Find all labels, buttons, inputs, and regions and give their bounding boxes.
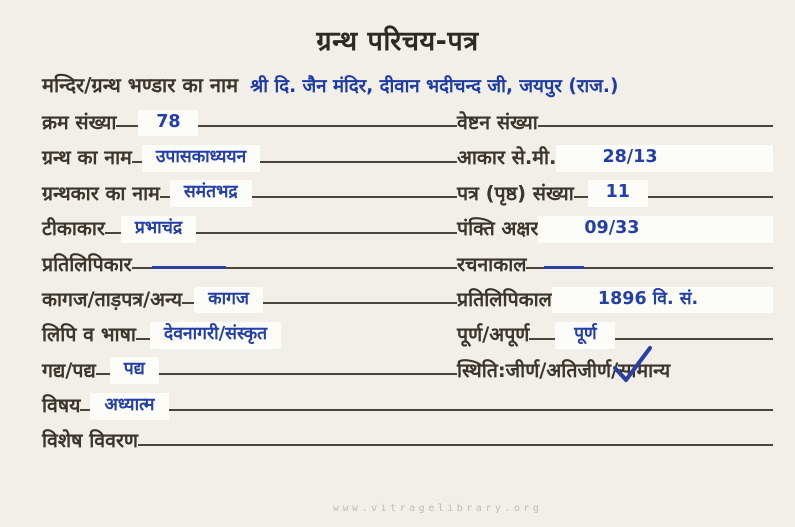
ruled-line [138, 444, 773, 446]
completeness-label: पूर्ण/अपूर्ण [457, 323, 530, 347]
pages-label: पत्र (पृष्ठ) संख्या [457, 181, 574, 205]
ruled-line [574, 196, 588, 198]
form-row-serial-bundle [42, 101, 773, 136]
script-language-label: लिपि व भाषा [42, 323, 136, 347]
author-value: समंतभद्र [170, 180, 252, 207]
form-fields [42, 101, 773, 455]
prose-verse-label: गद्य/पद्य [42, 358, 96, 382]
copy-date-label: प्रतिलिपिकाल [457, 287, 552, 311]
ruled-line [116, 125, 138, 127]
ruled-line [182, 302, 194, 304]
form-row-material-copydate [42, 278, 773, 313]
form-row-subject [42, 384, 773, 419]
ruled-line [136, 338, 150, 340]
blue-dash-mark [544, 266, 584, 269]
granth-name-label: ग्रन्थ का नाम [42, 146, 132, 170]
ruled-line [198, 125, 457, 127]
ruled-line [80, 409, 90, 411]
ruled-line [260, 161, 457, 163]
temple-name-label: मन्दिर/ग्रन्थ भण्डार का नाम [42, 73, 239, 97]
script-language-value: देवनागरी/संस्कृत [150, 322, 281, 349]
form-row-commentator-lines [42, 207, 773, 242]
serial-label: क्रम संख्या [42, 110, 117, 134]
card-content [0, 71, 795, 455]
size-label: आकार से.मी. [457, 146, 557, 170]
ruled-line [132, 161, 142, 163]
size-value: 28/13 [556, 145, 773, 172]
ruled-line [529, 338, 555, 340]
completeness-value: पूर्ण [555, 322, 615, 349]
ruled-line [538, 125, 773, 127]
special-details-label: विशेष विवरण [42, 429, 139, 453]
form-title: ग्रन्थ परिचय-पत्र [316, 26, 479, 57]
temple-name-value: श्री दि. जैन मंदिर, दीवान भदीचन्द जी, जयपुर (राज.) [250, 76, 619, 97]
form-row-copyist-composition [42, 243, 773, 278]
ruled-line [648, 196, 773, 198]
ruled-line [252, 196, 457, 198]
copy-date-value: 1896 वि. सं. [552, 287, 773, 314]
form-row-special-details [42, 420, 773, 455]
bundle-label: वेष्टन संख्या [457, 110, 538, 134]
pages-value: 11 [588, 180, 648, 207]
commentator-label: टीकाकार [42, 217, 105, 241]
serial-value: 78 [138, 110, 198, 137]
ruled-line [526, 267, 773, 269]
checkmark-icon [608, 344, 654, 386]
ruled-line [263, 302, 457, 304]
author-label: ग्रन्थकार का नाम [42, 181, 160, 205]
ruled-line [132, 267, 457, 269]
form-row-author-pages [42, 172, 773, 207]
blue-dash-mark [152, 266, 226, 269]
form-row-name-size [42, 136, 773, 171]
granth-name-value: उपासकाध्ययन [142, 145, 260, 172]
lines-chars-value: 09/33 [538, 216, 773, 243]
material-value: कागज [194, 287, 263, 314]
watermark: www.vitragelibrary.org [333, 503, 543, 514]
ruled-line [96, 373, 110, 375]
ruled-line [615, 338, 773, 340]
copyist-label: प्रतिलिपिकार [42, 252, 132, 276]
ruled-line [160, 196, 170, 198]
ruled-line [159, 373, 457, 375]
material-label: कागज/ताड़पत्र/अन्य [42, 287, 183, 311]
condition-label [457, 360, 670, 384]
subject-value: अध्यात्म [90, 393, 168, 420]
ruled-line [169, 409, 774, 411]
commentator-value: प्रभाचंद्र [121, 216, 196, 243]
subject-label: विषय [42, 394, 81, 418]
form-row-proseverse-condition [42, 349, 773, 384]
composition-date-label: रचनाकाल [457, 252, 527, 276]
condition-checked-option: सामान्य [618, 360, 670, 381]
temple-name-row [42, 71, 773, 98]
ruled-line [105, 232, 121, 234]
prose-verse-value: पद्य [110, 357, 159, 384]
form-row-script-completeness [42, 313, 773, 348]
ruled-line [196, 232, 457, 234]
lines-chars-label: पंक्ति अक्षर [457, 217, 539, 241]
condition-label-prefix: स्थिति:जीर्ण/अतिजीर्ण/ [457, 358, 619, 382]
